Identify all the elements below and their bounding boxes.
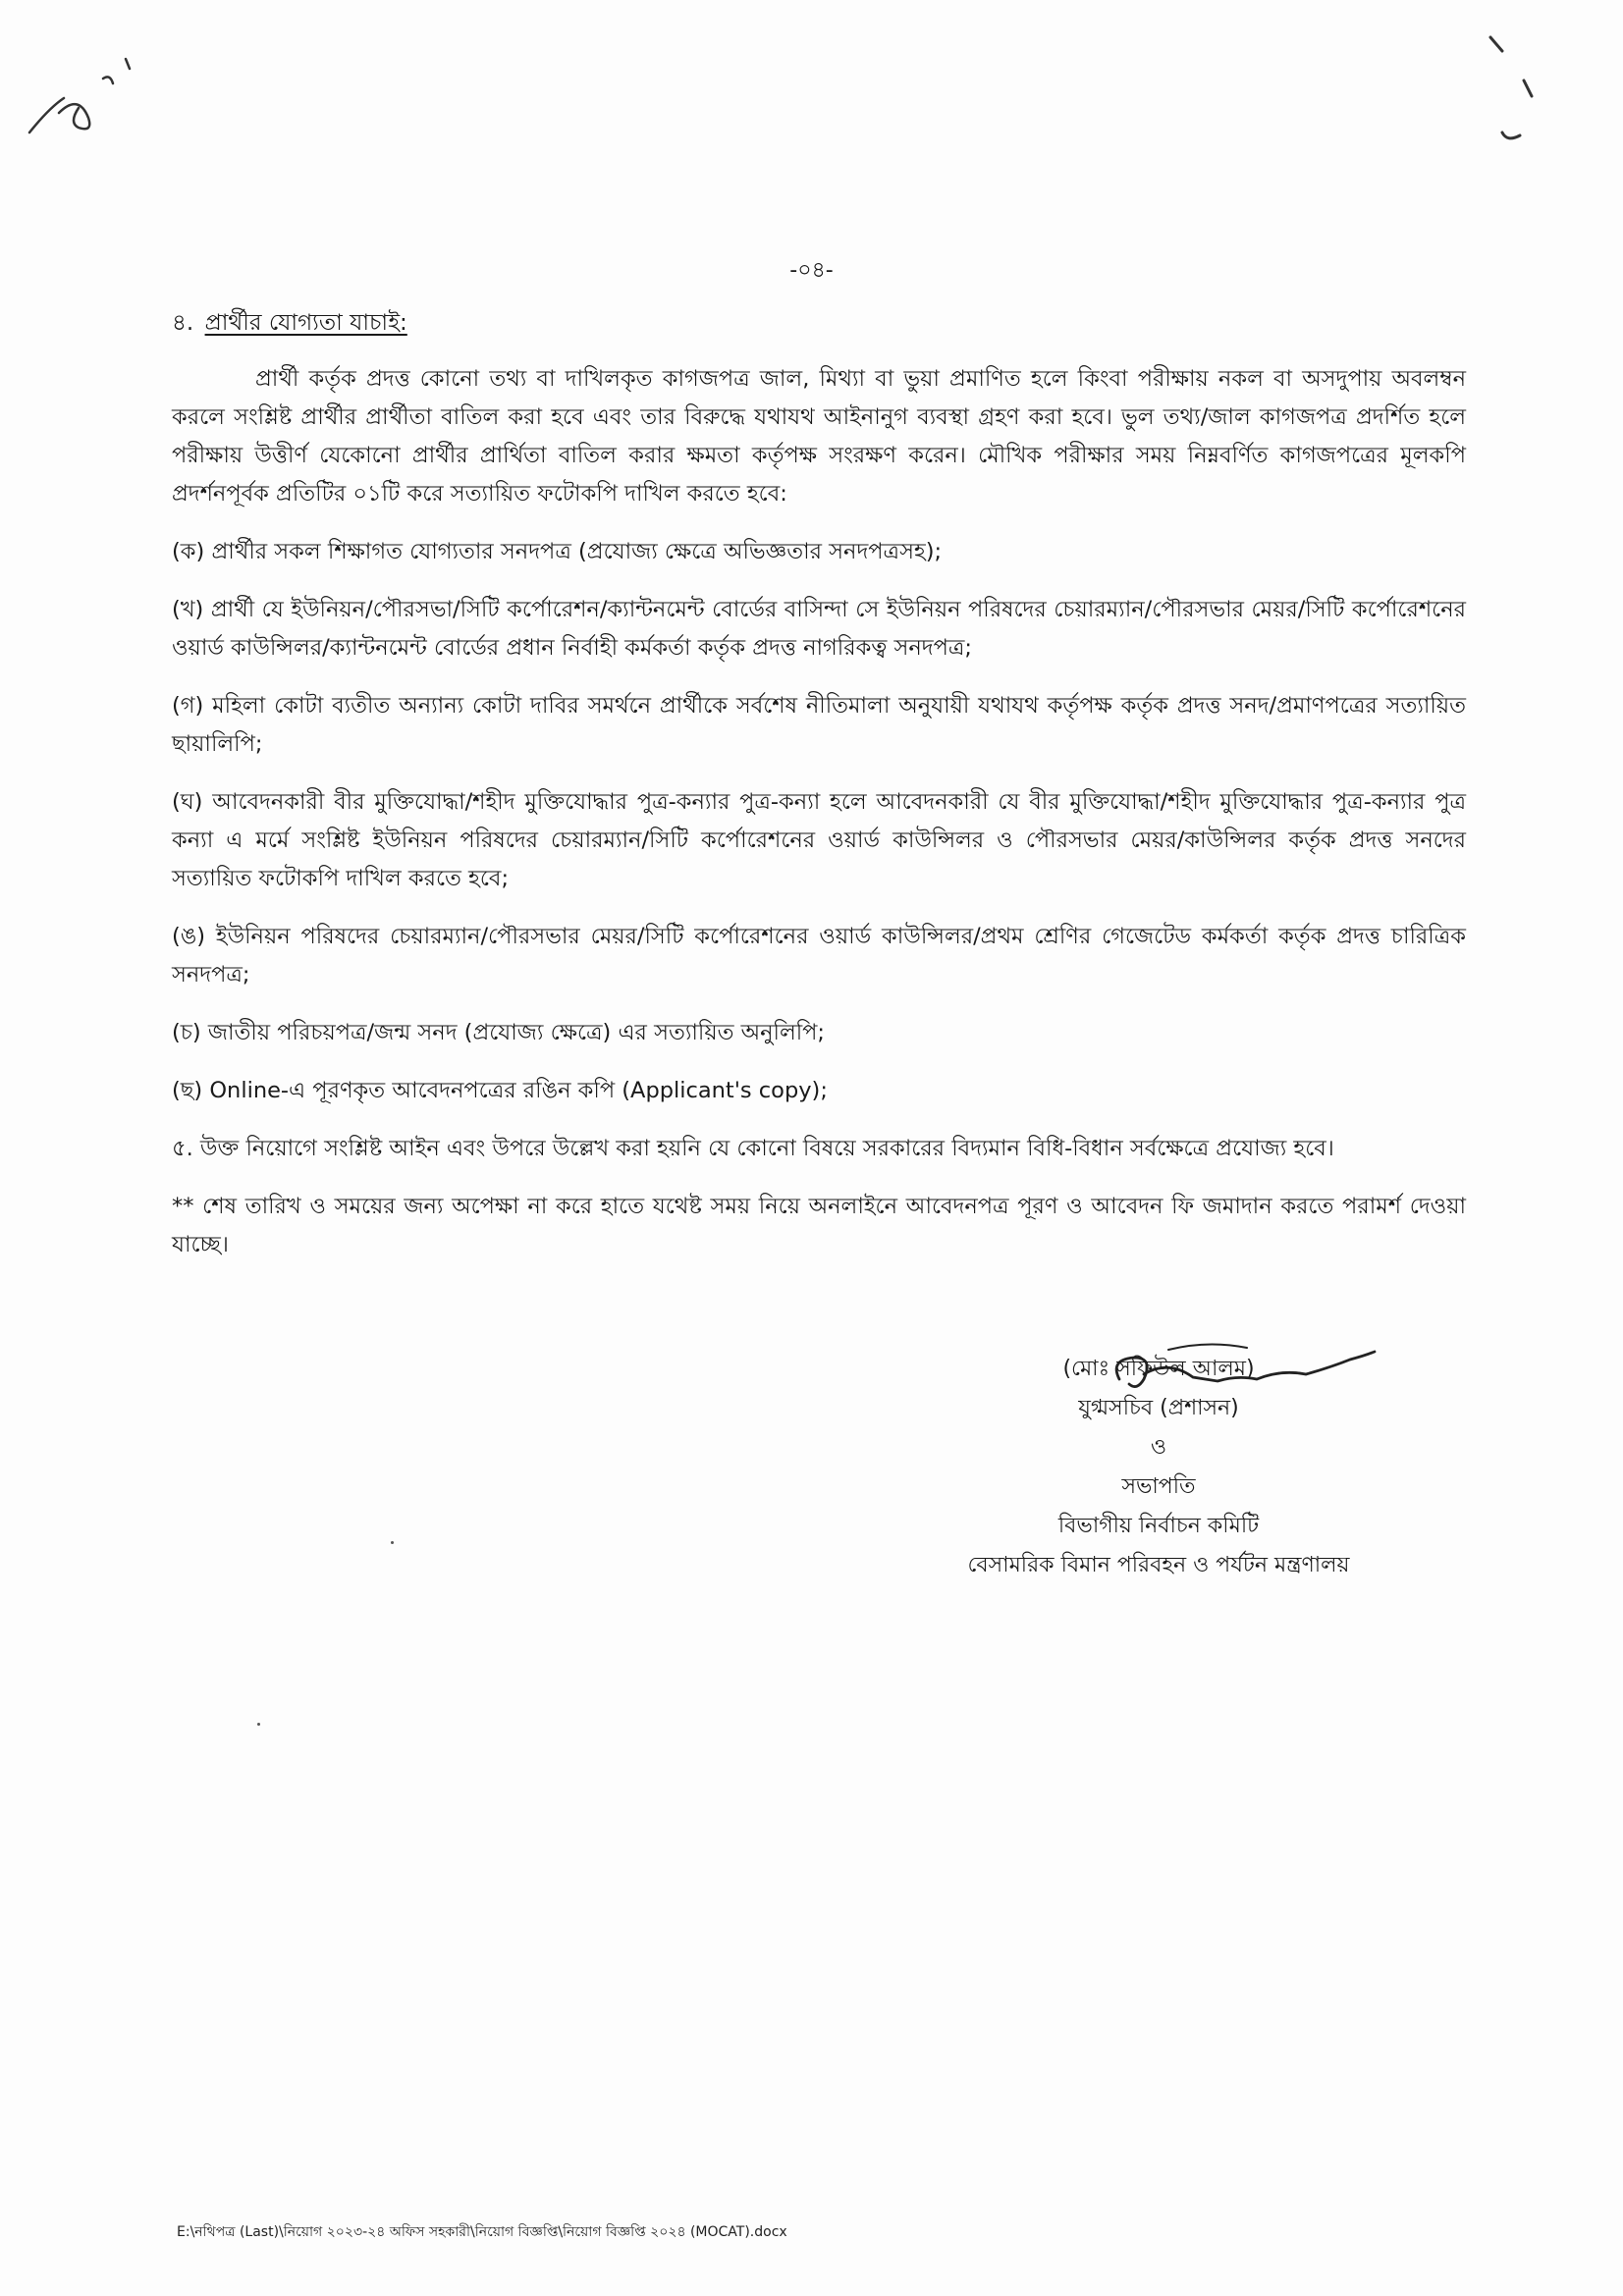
- document-body: [172, 304, 1466, 1284]
- list-item-cha: (চ) জাতীয় পরিচয়পত্র/জন্ম সনদ (প্রযোজ্য ক্ষেত্রে) এর সত্যায়িত অনুলিপি;: [172, 1020, 826, 1045]
- advisory-note: ** শেষ তারিখ ও সময়ের জন্য অপেক্ষা না করে হাতে যথেষ্ট সময় নিয়ে অনলাইনে আবেদনপত্র পূরণ ও আবেদন ফি জমাদান করতে পরামর্শ দেওয়া যাচ্ছে।: [172, 1194, 1466, 1257]
- scan-mark-icon: [1463, 20, 1581, 157]
- page-number: -০৪-: [789, 258, 834, 283]
- footer-file-path: E:\নথিপত্র (Last)\নিয়োগ ২০২৩-২৪ অফিস সহকারী\নিয়োগ বিজ্ঞপ্তি\নিয়োগ বিজ্ঞপ্তি ২০২৪ (MOCAT).docx: [177, 2224, 787, 2240]
- list-item-ka: (ক) প্রার্থীর সকল শিক্ষাগত যোগ্যতার সনদপত্র (প্রযোজ্য ক্ষেত্রে অভিজ্ঞতার সনদপত্রসহ);: [172, 539, 943, 564]
- intro-paragraph: প্রার্থী কর্তৃক প্রদত্ত কোনো তথ্য বা দাখিলকৃত কাগজপত্র জাল, মিথ্যা বা ভুয়া প্রমাণিত হলে কিংবা পরীক্ষায় নকল বা অসদুপায় অবলম্বন করলে সংশ্লিষ্ট প্রার্থীর প্রার্থীতা বাতিল করা হবে এবং তার বিরুদ্ধে যথাযথ আইনানুগ ব্যবস্থা গ্রহণ করা হবে। ভুল তথ্য/জাল কাগজপত্র প্রদর্শিত হলে পরীক্ষায় উত্তীর্ণ যেকোনো প্রার্থীর প্রার্থিতা বাতিল করার ক্ষমতা কর্তৃপক্ষ সংরক্ষণ করেন। মৌখিক পরীক্ষার সময় নিম্নবর্ণিত কাগজপত্রের মূলকপি প্রদর্শনপূর্বক প্রতিটির ০১টি করে সত্যায়িত ফটোকপি দাখিল করতে হবে:: [172, 366, 1466, 507]
- section-number: ৪.: [172, 310, 194, 336]
- signatory-role: সভাপতি: [1121, 1474, 1196, 1499]
- signatory-name: (মোঃ সফিউল আলম): [1062, 1357, 1255, 1381]
- scan-speck: [391, 1541, 394, 1544]
- signatory-committee: বিভাগীয় নির্বাচন কমিটি: [1057, 1514, 1260, 1538]
- signatory-conjunction: ও: [1150, 1435, 1167, 1460]
- signature-block: [864, 1350, 1453, 1585]
- list-item-gha: (ঘ) আবেদনকারী বীর মুক্তিযোদ্ধা/শহীদ মুক্তিযোদ্ধার পুত্র-কন্যার পুত্র-কন্যা হলে আবেদনকারী যে বীর মুক্তিযোদ্ধা/শহীদ মুক্তিযোদ্ধার পুত্র-কন্যার পুত্র কন্যা এ মর্মে সংশ্লিষ্ট ইউনিয়ন পরিষদের চেয়ারম্যান/সিটি কর্পোরেশনের ওয়ার্ড কাউন্সিলর ও পৌরসভার মেয়র/কাউন্সিলর কর্তৃক প্রদত্ত সনদের সত্যায়িত ফটোকপি দাখিল করতে হবে;: [172, 789, 1466, 891]
- handwritten-mark-icon: [20, 39, 147, 147]
- list-item-umo: (ঙ) ইউনিয়ন পরিষদের চেয়ারম্যান/পৌরসভার মেয়র/সিটি কর্পোরেশনের ওয়ার্ড কাউন্সিলর/প্রথম শ্রেণির গেজেটেড কর্মকর্তা কর্তৃক প্রদত্ত চারিত্রিক সনদপত্র;: [172, 924, 1466, 988]
- list-item-ga: (গ) মহিলা কোটা ব্যতীত অন্যান্য কোটা দাবির সমর্থনে প্রার্থীকে সর্বশেষ নীতিমালা অনুযায়ী যথাযথ কর্তৃপক্ষ কর্তৃক প্রদত্ত সনদ/প্রমাণপত্রের সত্যায়িত ছায়ালিপি;: [172, 693, 1466, 757]
- signatory-designation: যুগ্মসচিব (প্রশাসন): [1078, 1396, 1239, 1420]
- signatory-ministry: বেসামরিক বিমান পরিবহন ও পর্যটন মন্ত্রণালয়: [967, 1553, 1350, 1577]
- list-item-chha: (ছ) Online-এ পূরণকৃত আবেদনপত্রের রঙিন কপি (Applicant's copy);: [172, 1078, 828, 1103]
- section-title: প্রার্থীর যোগ্যতা যাচাই:: [204, 310, 407, 336]
- section-heading: [172, 304, 1466, 343]
- list-item-kha: (খ) প্রার্থী যে ইউনিয়ন/পৌরসভা/সিটি কর্পোরেশন/ক্যান্টনমেন্ট বোর্ডের বাসিন্দা সে ইউনিয়ন পরিষদের চেয়ারম্যান/পৌরসভার মেয়র/সিটি কর্পোরেশনের ওয়ার্ড কাউন্সিলর/ক্যান্টনমেন্ট বোর্ডের প্রধান নির্বাহী কর্মকর্তা কর্তৃক প্রদত্ত নাগরিকত্ব সনদপত্র;: [172, 597, 1466, 661]
- section-5-paragraph: ৫. উক্ত নিয়োগে সংশ্লিষ্ট আইন এবং উপরে উল্লেখ করা হয়নি যে কোনো বিষয়ে সরকারের বিদ্যমান বিধি-বিধান সর্বক্ষেত্রে প্রযোজ্য হবে।: [172, 1136, 1334, 1161]
- scan-speck: [257, 1723, 260, 1726]
